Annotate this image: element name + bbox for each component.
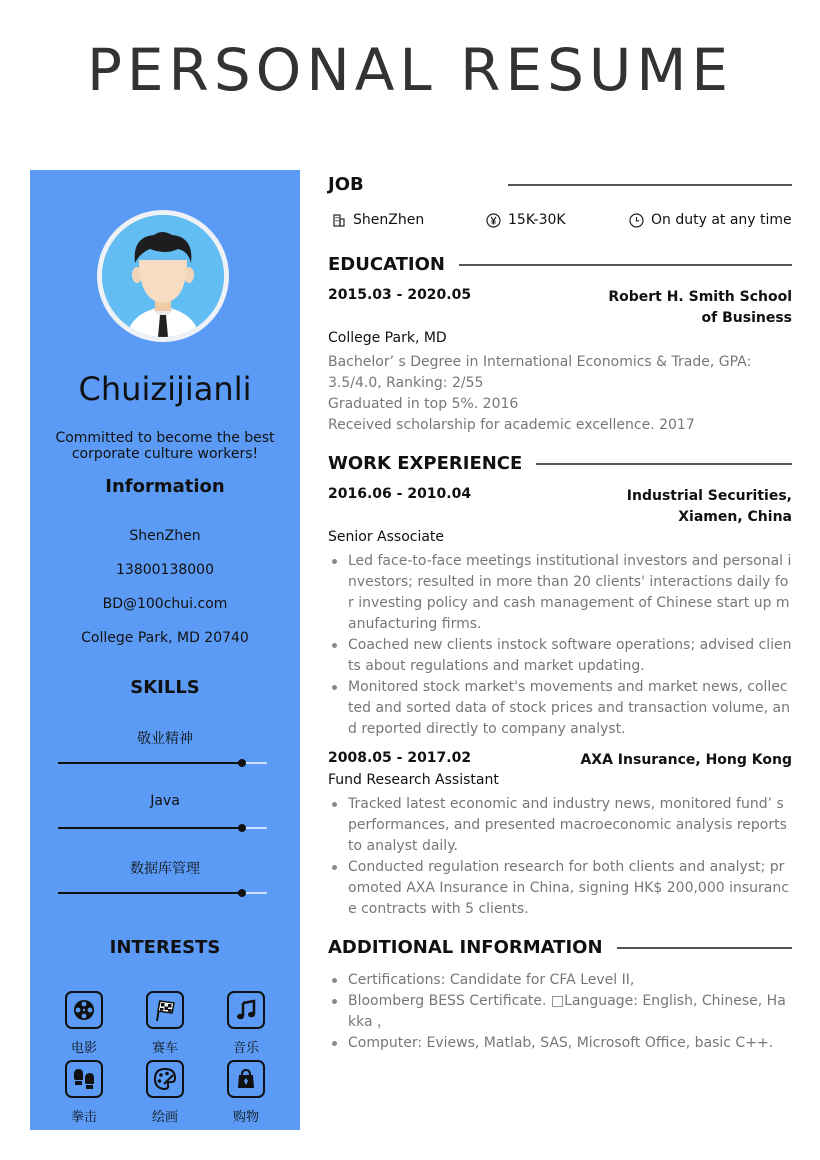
music-note-icon [227,991,265,1029]
motto: Committed to become the best corporate culture workers! [55,430,275,462]
job-heading: JOB [328,174,378,195]
additional-section-header [328,934,792,960]
interest-label: 音乐 [232,1041,259,1056]
interest-shopping [216,1060,276,1125]
information-heading: Information [105,476,225,497]
list-item: Monitored stock market's movements and market news, collected and sorted data of stock prices and transaction volume, and reported directly to company analyst. [328,677,792,740]
additional-list [328,970,792,1054]
list-item: Certifications: Candidate for CFA Level II, [328,970,792,991]
job-location-text: ShenZhen [353,212,425,228]
work-company: Industrial Securities, Xiamen, China [626,488,792,525]
info-address: College Park, MD 20740 [81,630,249,646]
paint-palette-icon [146,1060,184,1098]
education-heading: EDUCATION [328,254,459,275]
interest-label: 赛车 [151,1041,178,1056]
skills-heading: SKILLS [130,677,200,698]
interest-music [216,991,276,1056]
info-phone: 13800138000 [116,562,214,578]
interest-film [54,991,114,1056]
skill-bar-knob [238,759,246,767]
section-divider [454,264,792,266]
education-date: 2015.03 - 2020.05 [328,287,472,303]
skill-bar-knob [238,824,246,832]
section-divider [508,184,792,186]
work-heading: WORK EXPERIENCE [328,453,536,474]
job-availability [629,212,792,228]
work-duties-list [328,551,792,740]
interests-heading: INTERESTS [109,937,221,958]
info-location: ShenZhen [129,528,201,544]
work-company: AXA Insurance, Hong Kong [580,752,792,768]
education-degree: Bachelor’ s Degree in International Economics & Trade, GPA: 3.5/4.0, Ranking: 2/55 [328,354,752,391]
skill-bar-fill [58,827,242,829]
interest-label: 购物 [232,1110,259,1125]
list-item: Tracked latest economic and industry news, monitored fund’ s performances, and presented macroeconomic analysis reports to analyst daily. [328,794,792,857]
yen-coin-icon [486,213,501,228]
avatar [97,210,229,342]
education-honor: Graduated in top 5%. 2016 [328,396,519,412]
job-section-header [328,171,792,197]
education-school: Robert H. Smith School of Business [608,289,792,326]
section-divider [519,463,792,465]
skill-label: 数据库管理 [130,861,200,877]
skill-label: Java [150,793,180,809]
skill-bar-knob [238,889,246,897]
interest-boxing [54,1060,114,1125]
list-item: Coached new clients instock software operations; advised clients about regulations and market updating. [328,635,792,677]
job-availability-text: On duty at any time [651,212,792,228]
interest-painting [135,1060,195,1125]
work-section-header [328,450,792,476]
job-details [328,212,792,232]
skill-bar [58,892,267,894]
list-item: Computer: Eviews, Matlab, SAS, Microsoft Office, basic C++. [328,1033,792,1054]
education-location: College Park, MD [328,330,447,346]
building-icon [332,213,346,227]
work-duties-list [328,794,792,920]
job-salary [486,212,566,228]
education-scholarship: Received scholarship for academic excellence. 2017 [328,417,695,433]
boxing-gloves-icon [65,1060,103,1098]
skill-label: 敬业精神 [137,731,193,747]
shopping-bag-icon [227,1060,265,1098]
sidebar [30,170,300,1130]
skill-bar [58,827,267,829]
list-item: Bloomberg BESS Certificate. □Language: English, Chinese, Hakka ， [328,991,792,1033]
skill-bar-fill [58,892,242,894]
work-role: Fund Research Assistant [328,772,499,788]
person-icon [102,215,224,337]
interest-label: 拳击 [70,1110,97,1125]
page-title: PERSONAL RESUME [86,36,734,104]
section-divider [605,947,792,949]
list-item: Conducted regulation research for both clients and analyst; promoted AXA Insurance in China, signing HK$ 200,000 insurance contracts with 5 clients. [328,857,792,920]
work-date: 2008.05 - 2017.02 [328,750,472,766]
education-section-header [328,251,792,277]
skill-bar [58,762,267,764]
work-date: 2016.06 - 2010.04 [328,486,472,502]
interest-racing [135,991,195,1056]
interest-label: 绘画 [151,1110,178,1125]
job-salary-text: 15K-30K [508,212,566,228]
info-email: BD@100chui.com [102,596,228,612]
additional-heading: ADDITIONAL INFORMATION [328,937,617,958]
interest-label: 电影 [70,1041,97,1056]
work-role: Senior Associate [328,529,445,545]
avatar-illustration [102,215,224,337]
list-item: Led face-to-face meetings institutional investors and personal investors; resulted in more than 20 clients' interactions daily for investing policy and cash management of Chinese start up manufacturing firms. [328,551,792,635]
racing-flag-icon [146,991,184,1029]
candidate-name: Chuizijianli [78,370,252,408]
film-reel-icon [65,991,103,1029]
skill-bar-fill [58,762,242,764]
job-location [332,212,424,228]
clock-icon [629,213,644,228]
